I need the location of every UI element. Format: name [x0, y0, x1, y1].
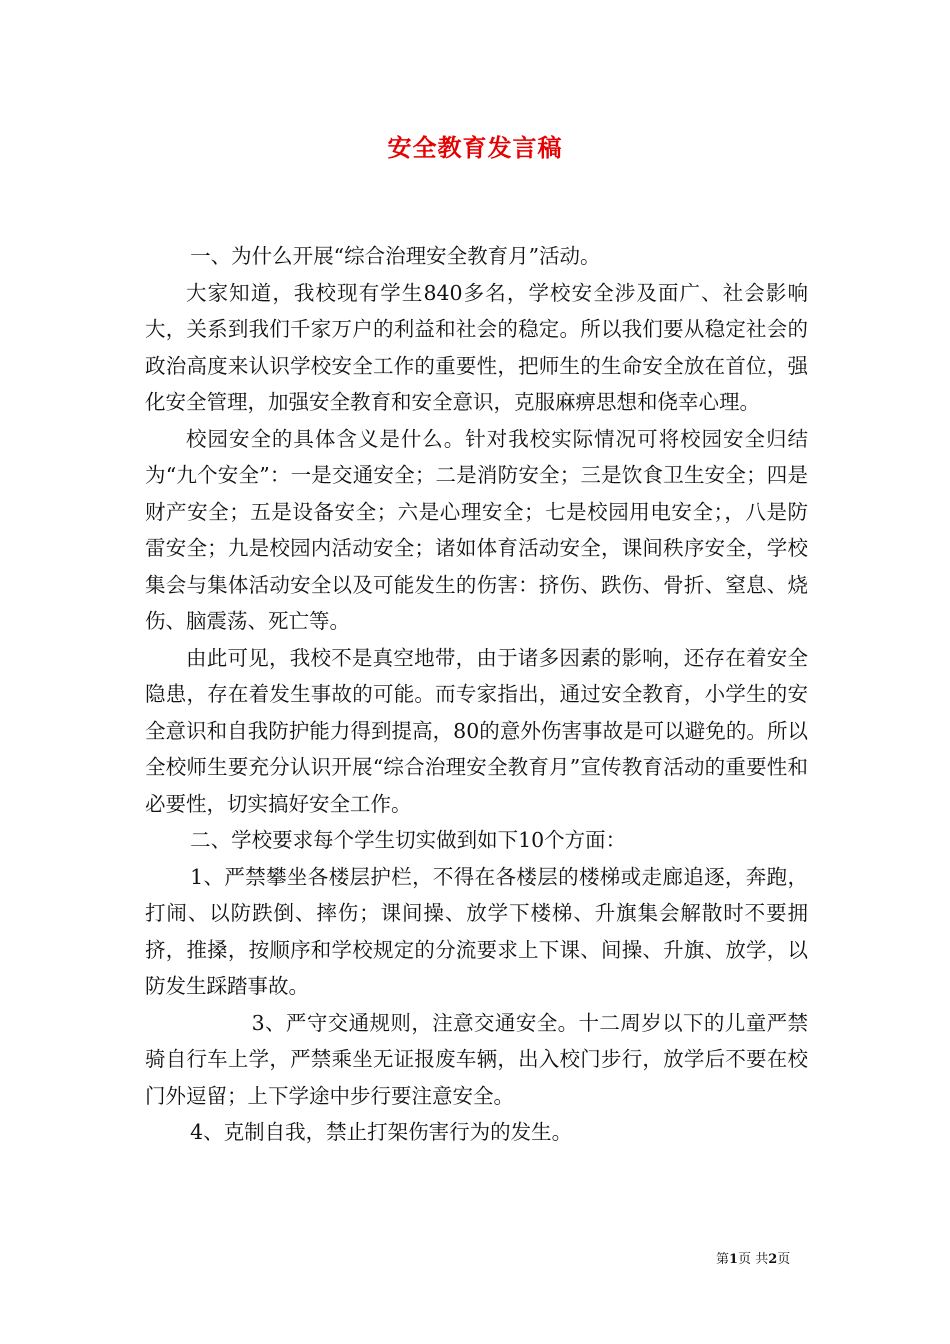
document-title: 安全教育发言稿: [387, 133, 563, 162]
current-page-number: 1: [729, 1252, 739, 1267]
footer-middle: 页 共: [738, 1252, 769, 1267]
footer-prefix: 第: [716, 1252, 730, 1267]
section-heading-1: 一、为什么开展“综合治理安全教育月”活动。: [190, 244, 601, 268]
rule-item-3: 3、严守交通规则，注意交通安全。十二周岁以下的儿童严禁骑自行车上学，严禁乘坐无证报废车辆，出入校门步行，放学后不要在校门外逗留；上下学途中步行要注意安全。: [145, 1010, 808, 1108]
rule-item-4: 4、克制自我，禁止打架伤害行为的发生。: [190, 1120, 573, 1144]
paragraph-safety-importance: 大家知道，我校现有学生840多名，学校安全涉及面广、社会影响大，关系到我们千家万户的利益和社会的稳定。所以我们要从稳定社会的政治高度来认识学校安全工作的重要性，把师生的生命安全放在首位，强化安全管理，加强安全教育和安全意识，克服麻痹思想和侥幸心理。: [145, 280, 808, 414]
section-heading-2: 二、学校要求每个学生切实做到如下10个方面：: [190, 828, 627, 852]
document-body: [145, 238, 808, 1151]
total-pages-number: 2: [768, 1252, 778, 1267]
paragraph-hidden-dangers: 由此可见，我校不是真空地带，由于诸多因素的影响，还存在着安全隐患，存在着发生事故的可能。而专家指出，通过安全教育，小学生的安全意识和自我防护能力得到提高，80的意外伤害事故是可以避免的。所以全校师生要充分认识开展“综合治理安全教育月”宣传教育活动的重要性和必要性，切实搞好安全工作。: [145, 645, 808, 816]
rule-item-1: 1、严禁攀坐各楼层护栏，不得在各楼层的楼梯或走廊追逐，奔跑，打闹、以防跌倒、摔伤；课间操、放学下楼梯、升旗集会解散时不要拥挤，推搡，按顺序和学校规定的分流要求上下课、间操、升旗、放学，以防发生踩踏事故。: [145, 864, 808, 998]
page-number-footer: [716, 1248, 836, 1267]
paragraph-nine-safeties: 校园安全的具体含义是什么。针对我校实际情况可将校园安全归结为“九个安全”：一是交通安全；二是消防安全；三是饮食卫生安全；四是财产安全；五是设备安全；六是心理安全；七是校园用电安全；，八是防雷安全；九是校园内活动安全；诸如体育活动安全，课间秩序安全，学校集会与集体活动安全以及可能发生的伤害：挤伤、跌伤、骨折、窒息、烧伤、脑震荡、死亡等。: [145, 426, 808, 633]
footer-suffix: 页: [777, 1252, 791, 1267]
